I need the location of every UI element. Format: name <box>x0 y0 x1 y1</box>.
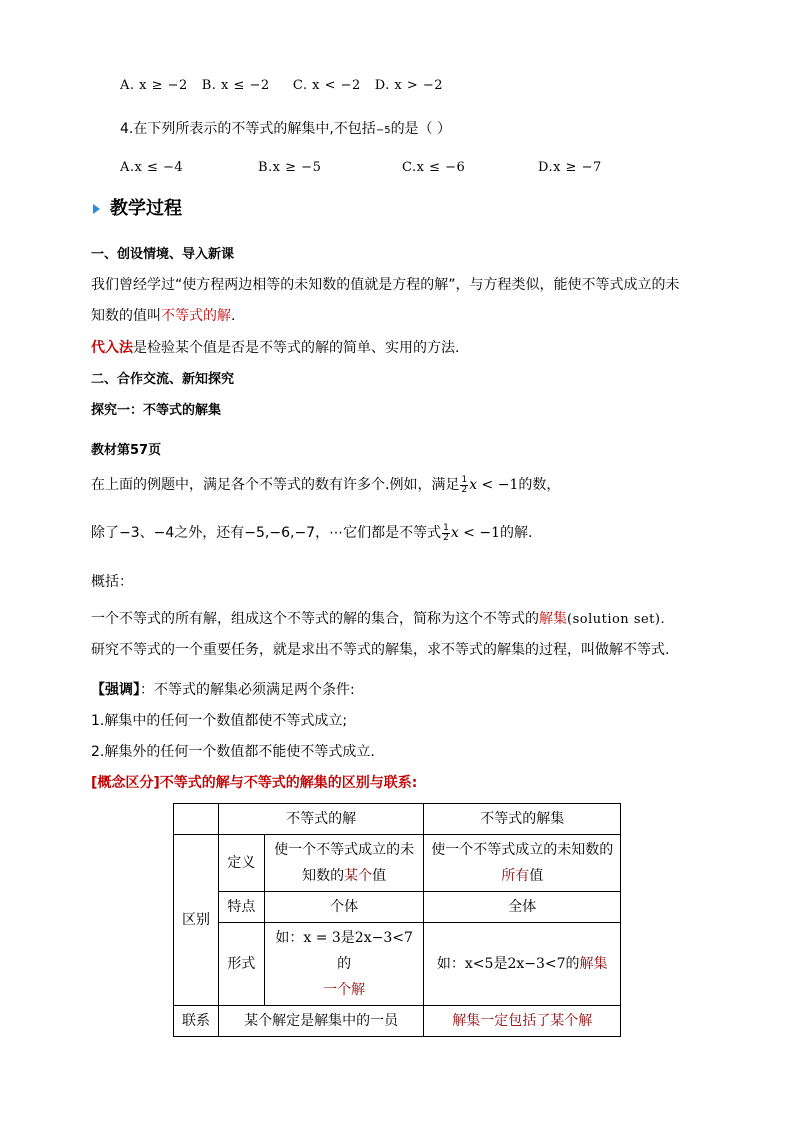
fraction-numerator: 1 <box>461 474 468 485</box>
example-line-prefix: 在上面的例题中，满足各个不等式的数有许多个.例如，满足 <box>91 477 460 493</box>
row-group-difference: 区别 <box>174 835 219 1006</box>
explore1-heading: 探究一：不等式的解集 <box>91 403 222 418</box>
label-form: 形式 <box>218 923 264 1006</box>
question4-stem <box>120 118 451 138</box>
except-line <box>91 521 532 545</box>
section-title <box>93 194 182 220</box>
summary1-prefix: 一个不等式的所有解，组成这个不等式的解的集合，简称为这个不等式的 <box>91 611 539 627</box>
fraction-denominator: 2 <box>443 532 449 543</box>
definition-solution-line2 <box>269 863 420 889</box>
emphasis-line <box>91 679 355 699</box>
table-row-feature <box>174 892 621 923</box>
textbook-page-ref: 教材第57页 <box>91 443 162 458</box>
except-line-prefix: 除了−3、−4之外，还有−5,−6,−7，⋯它们都是不等式 <box>91 525 442 541</box>
term-inequality-solution: 不等式的解 <box>161 308 231 324</box>
q3-option-d: D. x > −2 <box>374 78 444 93</box>
term-substitution-method: 代入法 <box>91 340 133 356</box>
form-solution <box>264 923 424 1006</box>
feature-solution-set: 全体 <box>424 892 621 923</box>
triangle-bullet-icon <box>93 204 100 214</box>
emphasis-label: 【强调】 <box>91 682 140 698</box>
label-definition: 定义 <box>218 835 264 892</box>
fraction-one-half <box>442 524 450 543</box>
question3-options <box>120 78 443 93</box>
comparison-table <box>173 803 621 1037</box>
definition-solution <box>264 835 424 892</box>
part2-heading: 二、合作交流、新知探究 <box>91 372 235 387</box>
form-set-highlight: 解集 <box>579 956 608 972</box>
table-row-definition <box>174 835 621 892</box>
definition-solution-set <box>424 835 621 892</box>
fraction-one-half <box>460 476 468 495</box>
except-line-suffix: < −1的解. <box>458 525 533 541</box>
substitution-method-paragraph <box>91 337 459 357</box>
substitution-method-rest: 是检验某个值是否是不等式的解的简单、实用的方法. <box>133 340 460 356</box>
table-row-form <box>174 923 621 1006</box>
summary1-suffix: (solution set). <box>567 612 666 627</box>
summary-label: 概括： <box>91 574 133 590</box>
table-header-row <box>174 804 621 835</box>
intro-line2-prefix: 知数的值叫 <box>91 308 161 324</box>
summary-line2: 研究不等式的一个重要任务，就是求出不等式的解集，求不等式的解集的过程，叫做解不等式. <box>91 642 670 658</box>
form-solution-line1: 如：x = 3是2x−3<7的 <box>275 930 413 972</box>
table-corner-cell <box>174 804 219 835</box>
def1-prefix: 知数的 <box>302 868 345 884</box>
definition-solution-line1: 使一个不等式成立的未 <box>274 842 415 858</box>
emphasis-text: ：不等式的解集必须满足两个条件: <box>140 682 355 698</box>
concept-distinction-title: [概念区分]不等式的解与不等式的解集的区别与联系: <box>91 775 418 791</box>
q3-option-a: A. x ≥ −2 <box>120 78 188 93</box>
q3-option-b: B. x ≤ −2 <box>201 78 270 93</box>
condition-1: 1.解集中的任何一个数值都使不等式成立; <box>91 713 348 729</box>
example-line <box>91 473 560 497</box>
q3-option-c: C. x < −2 <box>292 78 361 93</box>
form-solution-set <box>424 923 621 1006</box>
fraction-denominator: 2 <box>461 484 468 495</box>
section-title-text: 教学过程 <box>110 198 182 219</box>
q4-option-c: C.x ≤ −6 <box>402 160 466 175</box>
term-solution-set: 解集 <box>539 611 567 627</box>
def2-highlight: 所有 <box>501 868 530 884</box>
feature-solution: 个体 <box>264 892 424 923</box>
def1-suffix: 值 <box>372 868 387 884</box>
form-solution-highlight: 一个解 <box>323 982 366 998</box>
label-feature: 特点 <box>218 892 264 923</box>
def1-highlight: 某个 <box>344 868 373 884</box>
intro-paragraph-line2 <box>91 305 235 325</box>
q4-stem-prefix: 4.在下列所表示的不等式的解集中,不包括 <box>120 121 376 137</box>
table-row-connection <box>174 1006 621 1037</box>
def2-suffix: 值 <box>529 868 544 884</box>
part1-heading: 一、创设情境、导入新课 <box>91 247 235 262</box>
header-solution-set: 不等式的解集 <box>424 804 621 835</box>
q4-option-d: D.x ≥ −7 <box>538 160 602 175</box>
variable-x: x <box>450 525 459 541</box>
q4-stem-number: −5 <box>375 125 391 136</box>
variable-x: x <box>469 477 478 493</box>
summary-line1 <box>91 608 665 628</box>
q4-option-b: B.x ≥ −5 <box>258 160 322 175</box>
connection-solution: 某个解定是解集中的一员 <box>218 1006 424 1037</box>
form-set-prefix: 如：x<5是2x−3<7的 <box>436 956 580 972</box>
connection-solution-set: 解集一定包括了某个解 <box>424 1006 621 1037</box>
header-solution: 不等式的解 <box>218 804 424 835</box>
q4-stem-suffix: 的是（ ） <box>390 121 452 137</box>
row-group-connection: 联系 <box>174 1006 219 1037</box>
intro-line2-suffix: . <box>231 308 236 324</box>
definition-set-line2 <box>428 863 616 889</box>
example-line-suffix: < −1的数， <box>477 477 561 493</box>
intro-paragraph-line1: 我们曾经学过“使方程两边相等的未知数的值就是方程的解”，与方程类似，能使不等式成立的未 <box>91 277 680 293</box>
definition-set-line1: 使一个不等式成立的未知数的 <box>431 842 614 858</box>
condition-2: 2.解集外的任何一个数值都不能使不等式成立. <box>91 744 375 760</box>
fraction-numerator: 1 <box>443 522 449 533</box>
q4-option-a: A.x ≤ −4 <box>120 160 184 175</box>
